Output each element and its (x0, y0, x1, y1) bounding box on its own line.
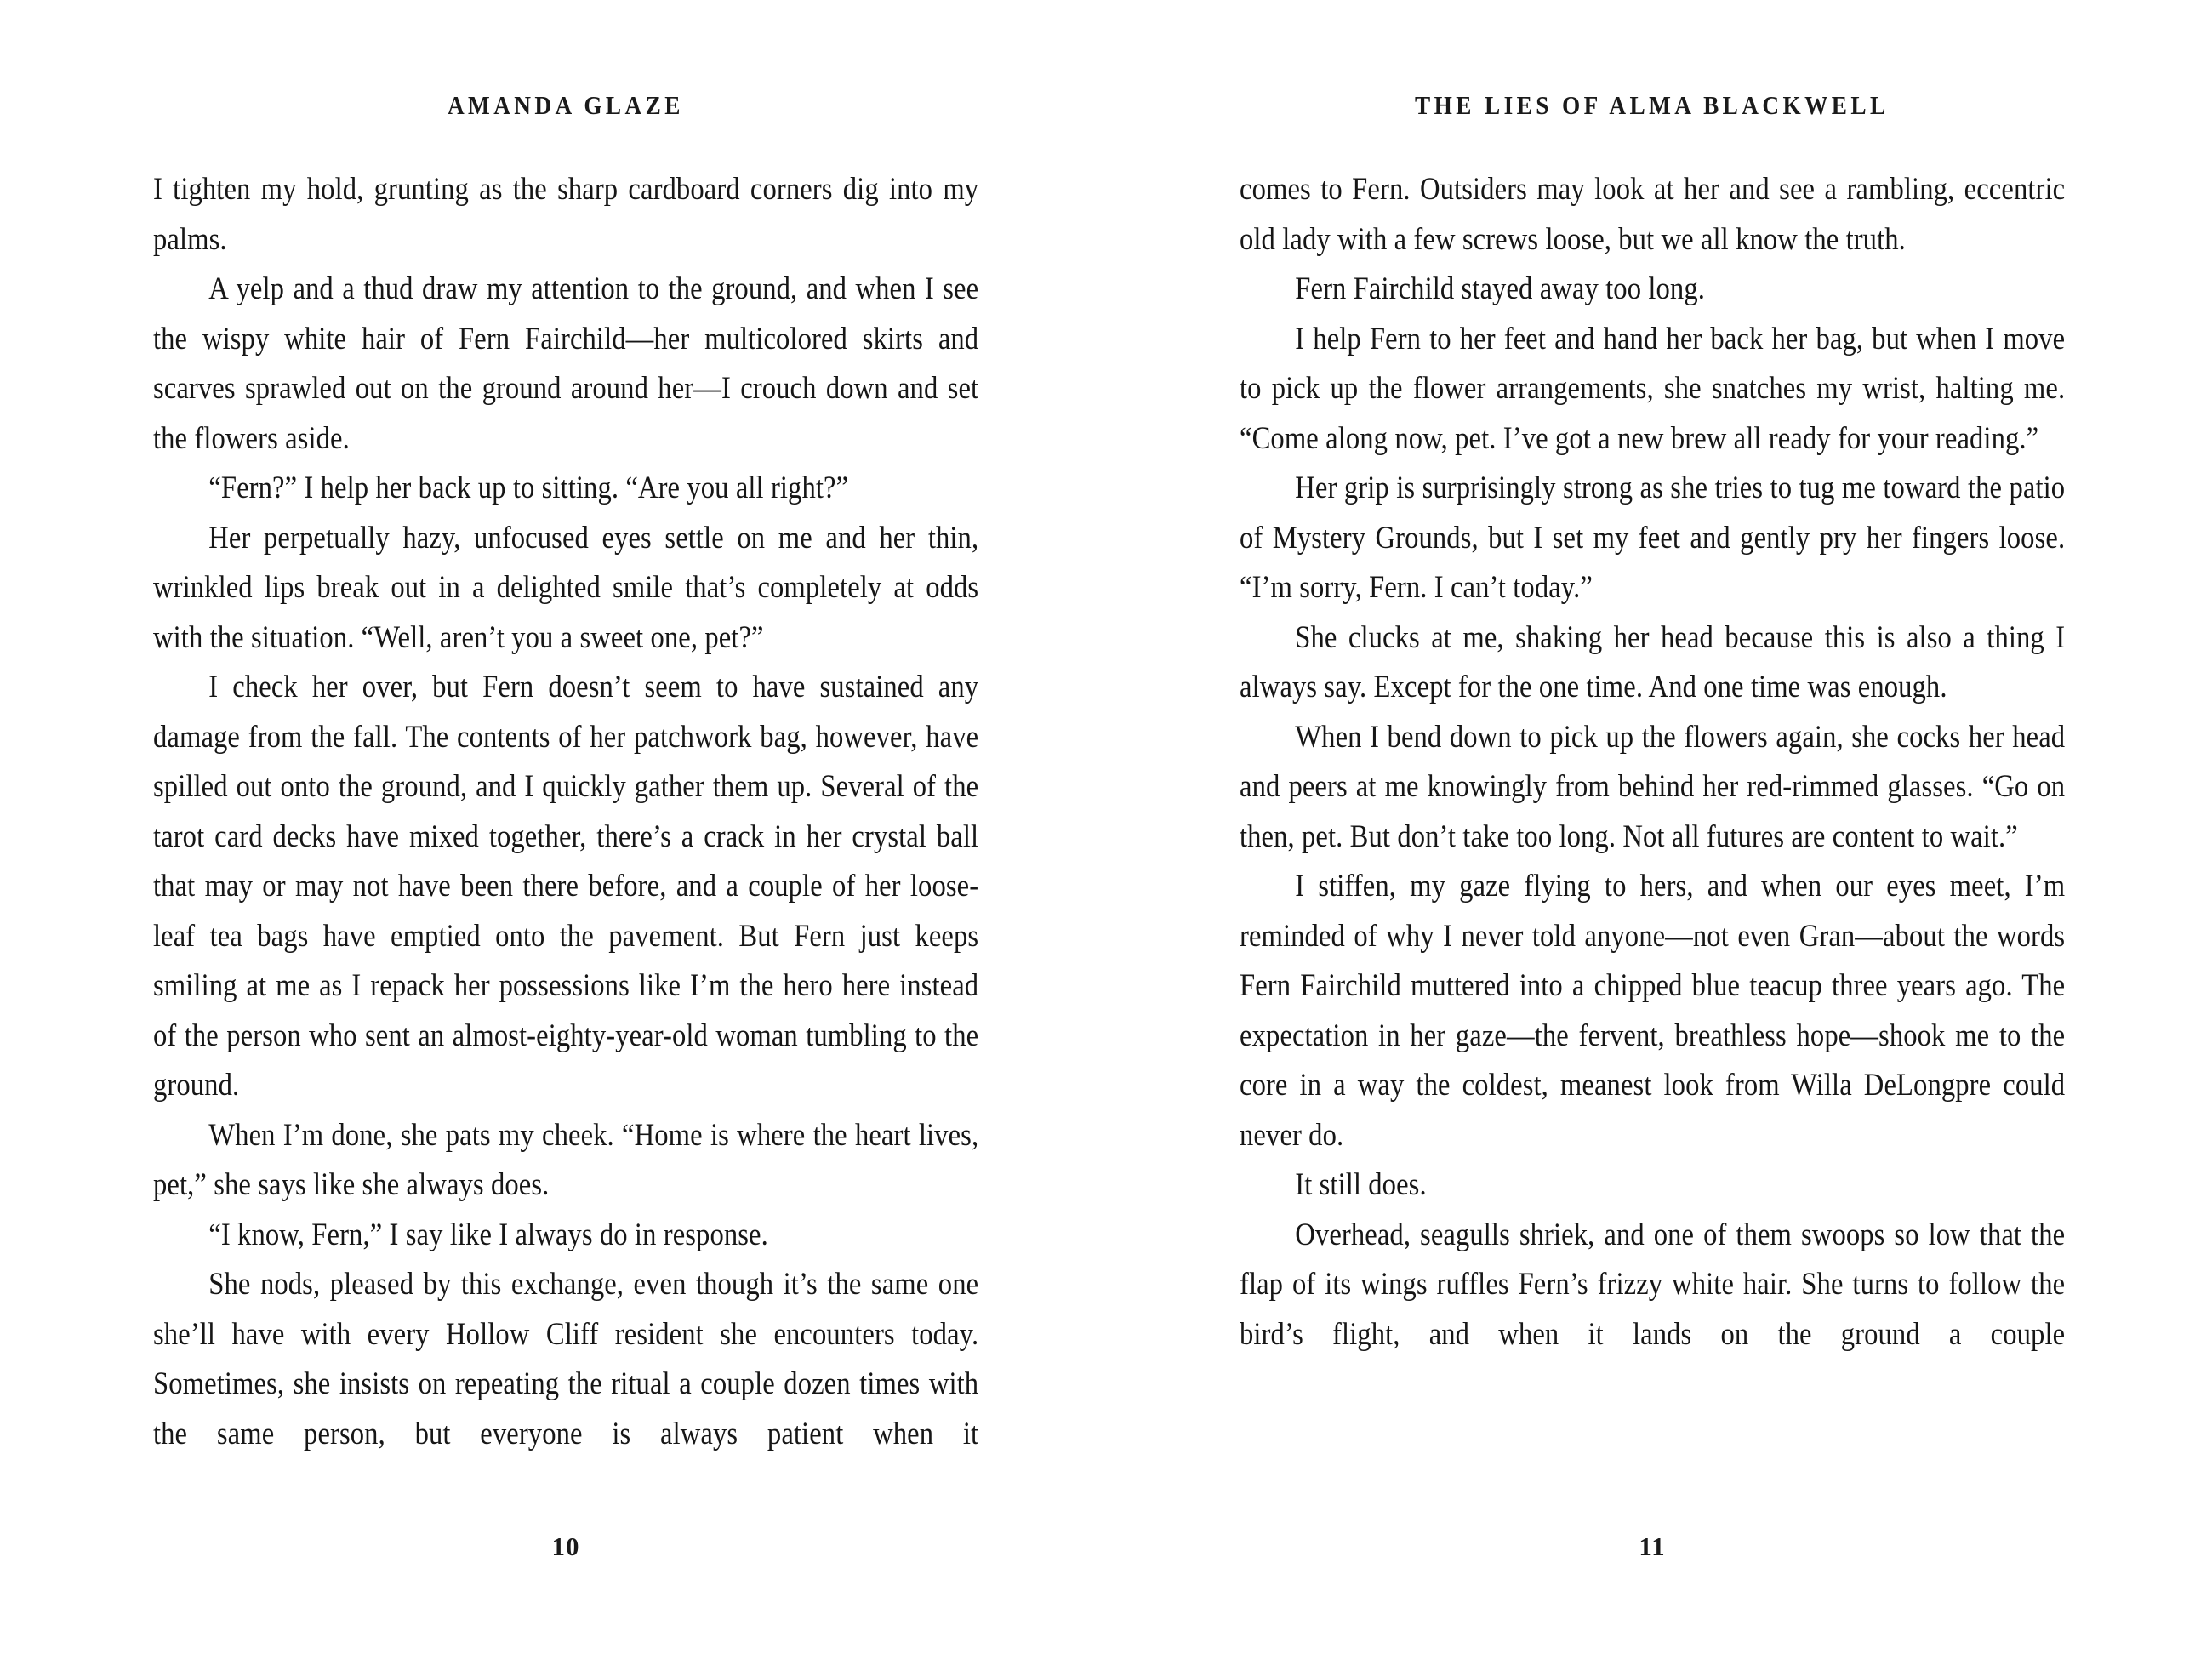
paragraph: A yelp and a thud draw my attention to the ground, and when I see the wispy white hair of Fern Fairchild—her multicolored skirts and scarves sprawled out on the ground around her—I crouch down and set the flowers aside. (153, 271, 979, 456)
paragraph: Her perpetually hazy, unfocused eyes settle on me and her thin, wrinkled lips break out in a delighted smile that’s completely at odds with the situation. “Well, aren’t you a sweet one, pet?” (153, 520, 979, 655)
paragraph: Overhead, seagulls shriek, and one of them swoops so low that the flap of its wings ruffles Fern’s frizzy white hair. She turns to follow the bird’s flight, and when it lands on the ground a couple (1240, 1217, 2066, 1352)
running-header-author-text: AMANDA GLAZE (448, 90, 684, 120)
paragraph: comes to Fern. Outsiders may look at her and see a rambling, eccentric old lady with a few screws loose, but we all know the truth. (1240, 172, 2066, 257)
running-header-title (1240, 90, 2065, 121)
paragraph: She clucks at me, shaking her head because this is also a thing I always say. Except for the one time. And one time was enough. (1240, 619, 2066, 704)
page-number-left: 10 (551, 1531, 580, 1561)
paragraph: When I’m done, she pats my cheek. “Home is where the heart lives, pet,” she says like she always does. (153, 1117, 979, 1202)
paragraph: She nods, pleased by this exchange, even though it’s the same one she’ll have with every Hollow Cliff resident she encounters today. Sometimes, she insists on repeating the ritual a couple dozen times with the same person, but everyone is always patient when it (153, 1267, 979, 1451)
running-header-author (153, 90, 978, 121)
page-number-right: 11 (1639, 1531, 1666, 1561)
right-page (1240, 0, 2065, 1659)
left-page (153, 0, 978, 1659)
paragraph: “I know, Fern,” I say like I always do in response. (208, 1217, 768, 1252)
paragraph: “Fern?” I help her back up to sitting. “Are you all right?” (208, 470, 849, 505)
paragraph: Her grip is surprisingly strong as she tries to tug me toward the patio of Mystery Grounds, but I set my feet and gently pry her fingers loose. “I’m sorry, Fern. I can’t today.” (1240, 470, 2066, 605)
left-page-text (153, 165, 978, 1459)
paragraph: I tighten my hold, grunting as the sharp cardboard corners dig into my palms. (153, 172, 979, 257)
paragraph: I check her over, but Fern doesn’t seem to have sustained any damage from the fall. The contents of her patchwork bag, however, have spilled out onto the ground, and I quickly gather them up. Several of the tarot card decks have mixed together, there’s a crack in her crystal ball that may or may not have been there before, and a couple of her loose-leaf tea bags have emptied onto the pavement. But Fern just keeps smiling at me as I repack her possessions like I’m the hero here instead of the person who sent an almost-eighty-year-old woman tumbling to the ground. (153, 670, 979, 1103)
running-header-title-text: THE LIES OF ALMA BLACKWELL (1415, 90, 1890, 120)
right-page-text (1240, 165, 2065, 1360)
paragraph: It still does. (1295, 1167, 1427, 1202)
paragraph: I help Fern to her feet and hand her back her bag, but when I move to pick up the flower arrangements, she snatches my wrist, halting me. “Come along now, pet. I’ve got a new brew all ready for your reading.” (1240, 321, 2066, 456)
paragraph: I stiffen, my gaze flying to hers, and when our eyes meet, I’m reminded of why I never told anyone—not even Gran—about the words Fern Fairchild muttered into a chipped blue teacup three years ago. The expectation in her gaze—the fervent, breathless hope—shook me to the core in a way the coldest, meanest look from Willa DeLongpre could never do. (1240, 869, 2066, 1153)
paragraph: Fern Fairchild stayed away too long. (1295, 271, 1705, 306)
paragraph: When I bend down to pick up the flowers again, she cocks her head and peers at me knowingly from behind her red-rimmed glasses. “Go on then, pet. But don’t take too long. Not all futures are content to wait.” (1240, 719, 2066, 854)
